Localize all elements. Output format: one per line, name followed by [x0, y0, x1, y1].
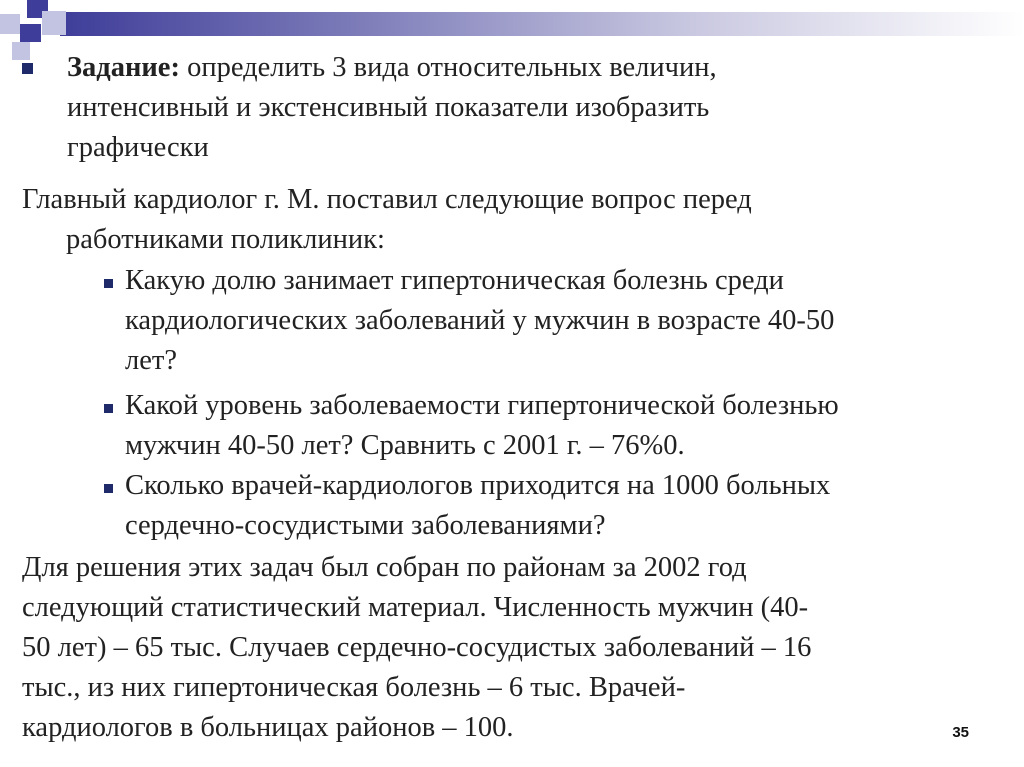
intro-line: работниками поликлиник:	[66, 224, 385, 255]
decor-square	[12, 42, 30, 60]
data-paragraph	[22, 548, 1002, 748]
bullet-icon	[104, 484, 113, 493]
data-line: 50 лет) – 65 тыс. Случаев сердечно-сосудистых заболеваний – 16	[22, 632, 812, 663]
intro-line: Главный кардиолог г. М. поставил следующие вопрос перед	[22, 184, 752, 215]
question-item	[125, 261, 1005, 381]
question-line: мужчин 40-50 лет? Сравнить с 2001 г. – 76%0.	[125, 430, 685, 461]
question-line: Какой уровень заболеваемости гипертонической болезнью	[125, 390, 839, 421]
decor-square	[42, 11, 66, 35]
intro-paragraph	[22, 180, 1002, 260]
task-line: определить 3 вида относительных величин,	[187, 52, 717, 83]
task-block	[67, 48, 967, 168]
question-item	[125, 386, 1005, 466]
header-decoration-band	[60, 12, 1024, 36]
question-line: сердечно-сосудистыми заболеваниями?	[125, 510, 606, 541]
task-line: графически	[67, 132, 209, 163]
decor-square	[0, 14, 20, 34]
decor-square	[20, 24, 41, 42]
data-line: тыс., из них гипертоническая болезнь – 6 тыс. Врачей-	[22, 672, 686, 703]
question-line: лет?	[125, 345, 177, 376]
page-number: 35	[952, 724, 969, 741]
question-item	[125, 466, 1005, 546]
question-line: Какую долю занимает гипертоническая болезнь среди	[125, 265, 784, 296]
data-line: следующий статистический материал. Численность мужчин (40-	[22, 592, 809, 623]
data-line: Для решения этих задач был собран по районам за 2002 год	[22, 552, 747, 583]
data-line: кардиологов в больницах районов – 100.	[22, 712, 514, 743]
bullet-icon	[22, 63, 33, 74]
task-label: Задание:	[67, 52, 180, 83]
bullet-icon	[104, 404, 113, 413]
task-line: интенсивный и экстенсивный показатели изобразить	[67, 92, 710, 123]
bullet-icon	[104, 279, 113, 288]
question-line: Сколько врачей-кардиологов приходится на 1000 больных	[125, 470, 831, 501]
question-line: кардиологических заболеваний у мужчин в возрасте 40-50	[125, 305, 835, 336]
